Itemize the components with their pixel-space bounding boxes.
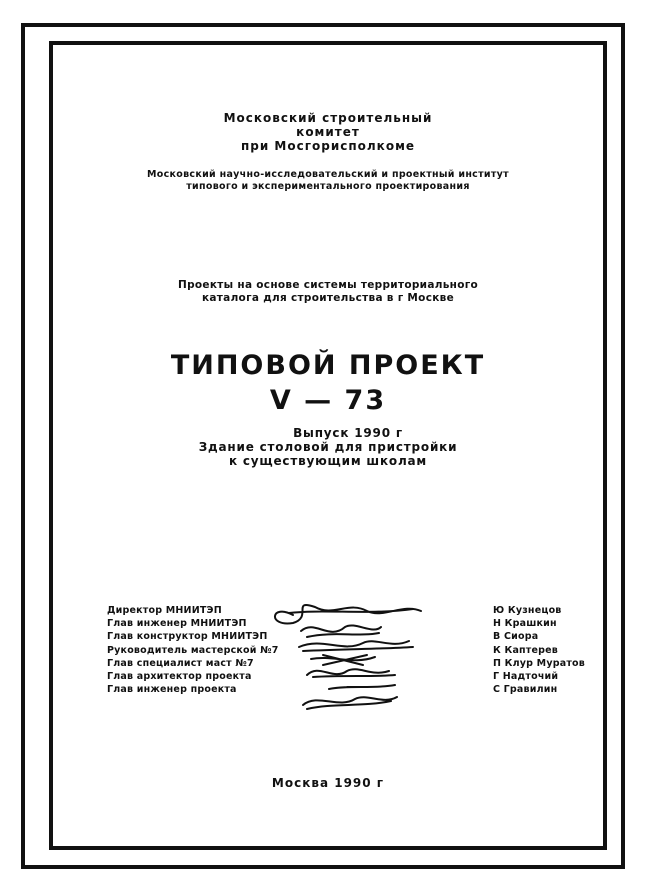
staff-name: Г Надточий [493,670,559,682]
project-number: V — 73 [269,385,387,416]
staff-row [107,618,607,631]
catalog-line-1: Проекты на основе системы территориального [177,279,479,291]
city-year: Москва 1990 г [271,776,385,790]
committee-line-3: при Мосгорисполкоме [240,139,416,153]
title-page [49,41,607,850]
catalog-line-2: каталога для строительства в г Москве [201,292,455,304]
staff-name: В Сиора [493,631,539,643]
staff-role: Глав инженер проекта [107,684,237,696]
subtitle-line-2: к существующим школам [228,454,428,468]
staff-role: Глав специалист маст №7 [107,657,254,669]
staff-list [107,605,607,697]
staff-name: Н Крашкин [493,618,557,630]
committee-line-1: Московский строительный [223,111,433,125]
staff-row [107,631,607,644]
institute-line-2: типового и экспериментального проектирования [186,181,470,192]
staff-name: К Каптерев [493,644,559,656]
document-title: ТИПОВОЙ ПРОЕКТ [170,350,486,381]
staff-row [107,658,607,671]
staff-row [107,671,607,684]
staff-row [107,605,607,618]
institute-line-1: Московский научно-исследовательский и проектный институт [147,169,509,180]
staff-role: Глав конструктор МНИИТЭП [107,631,268,643]
issue-line: Выпуск 1990 г [293,426,403,440]
staff-row [107,645,607,658]
staff-role: Глав архитектор проекта [107,670,252,682]
staff-role: Руководитель мастерской №7 [107,644,279,656]
staff-name: Ю Кузнецов [493,605,562,616]
staff-name: С Гравилин [493,684,558,696]
staff-role: Директор МНИИТЭП [107,605,222,616]
staff-name: П Клур Муратов [493,657,585,669]
subtitle-line-1: Здание столовой для пристройки [198,440,458,454]
staff-row [107,684,607,697]
staff-role: Глав инженер МНИИТЭП [107,618,247,630]
committee-line-2: комитет [296,125,360,139]
